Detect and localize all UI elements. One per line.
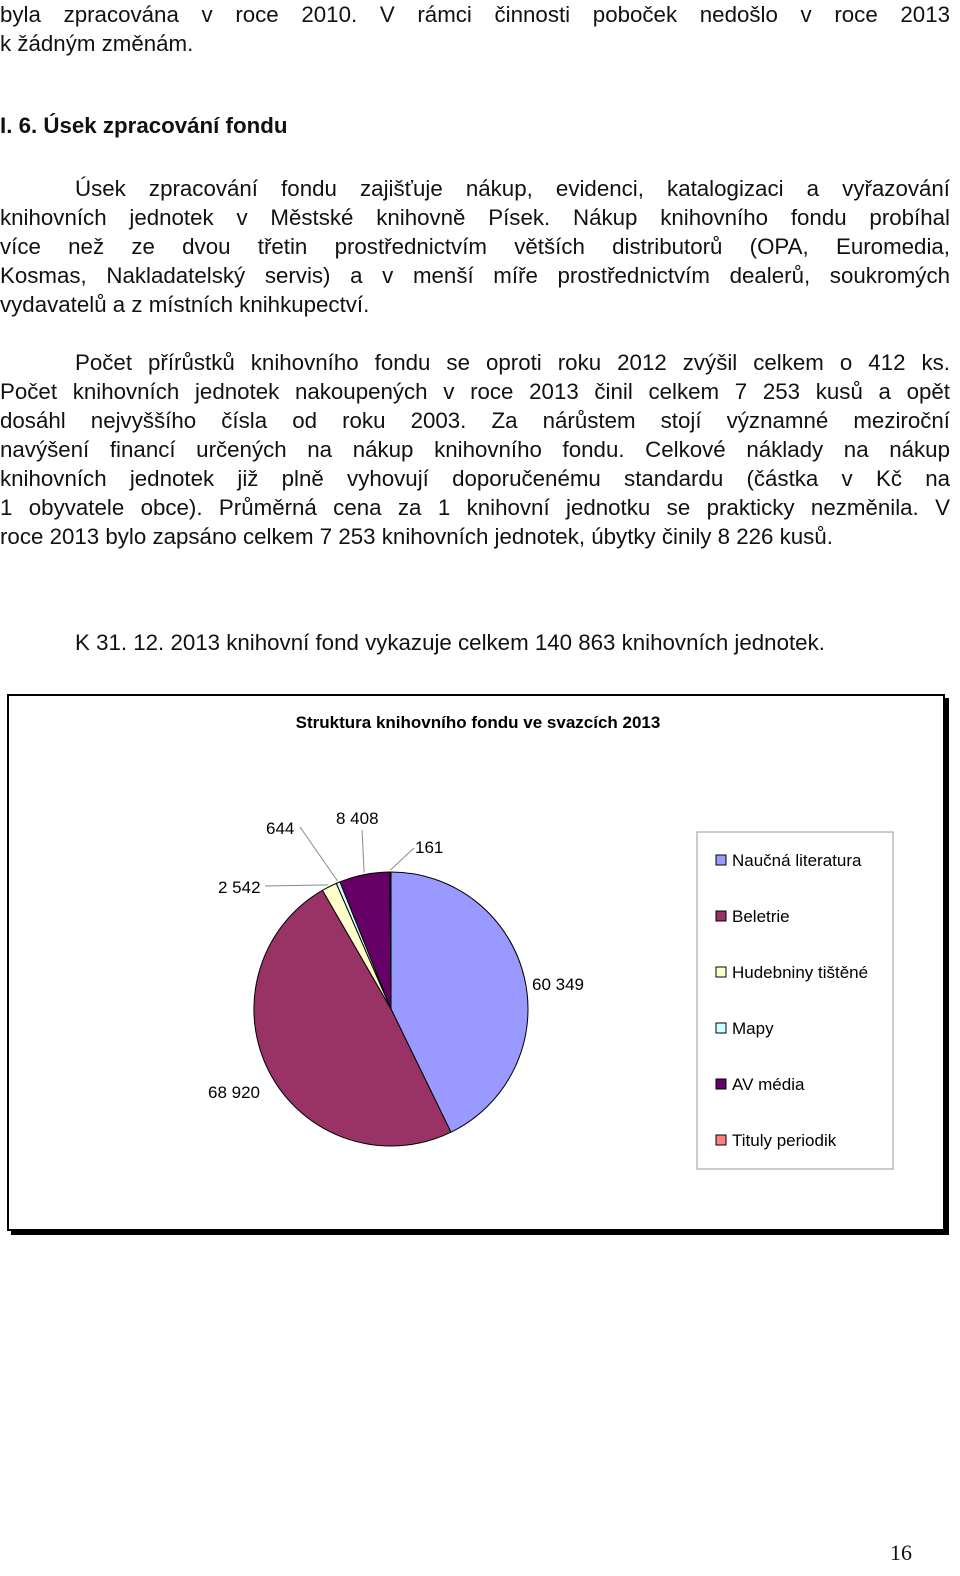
legend-label-beletrie: Beletrie [732,907,790,926]
legend-swatch-av-media [716,1079,726,1089]
text-line: Počet přírůstků knihovního fondu se oproti roku 2012 zvýšil celkem o 412 ks. [75,350,950,375]
text-line: k žádným změnám. [0,31,194,56]
fund-total-sentence: K 31. 12. 2013 knihovní fond vykazuje celkem 140 863 knihovních jednotek. [75,630,825,655]
pie-chart [9,696,943,1229]
slice-value-label: 2 542 [218,878,261,897]
slice-value-label: 60 349 [532,975,584,994]
legend-label-hudebniny-tistene: Hudebniny tištěné [732,963,869,982]
legend-label-naucna-literatura: Naučná literatura [732,851,862,870]
section-heading: I. 6. Úsek zpracování fondu [0,113,288,138]
leader-line [362,830,364,873]
text-line: 1 obyvatele obce). Průměrná cena za 1 knihovní jednotku se prakticky nezměnila. V [0,495,950,520]
page-number: 16 [890,1540,912,1565]
slice-value-label: 161 [415,838,444,857]
pie-slices [254,872,528,1146]
leader-line [300,827,337,881]
legend-swatch-hudebniny-tistene [716,967,726,977]
leader-line [391,848,415,870]
legend-label-av-media: AV média [732,1075,805,1094]
text-line: dosáhl nejvyššího čísla od roku 2003. Za nárůstem stojí významné meziroční [0,408,950,433]
slice-value-label: 8 408 [336,809,379,828]
legend-swatch-tituly-periodik [716,1135,726,1145]
text-line: byla zpracována v roce 2010. V rámci činnosti poboček nedošlo v roce 2013 [0,2,950,27]
text-line: Úsek zpracování fondu zajišťuje nákup, evidenci, katalogizaci a vyřazování [75,176,950,201]
legend-swatch-beletrie [716,911,726,921]
text-line: roce 2013 bylo zapsáno celkem 7 253 knihovních jednotek, úbytky činily 8 226 kusů. [0,524,833,549]
leader-line [265,885,328,886]
text-line: více než ze dvou třetin prostřednictvím větších distributorů (OPA, Euromedia, [0,234,950,259]
text-line: Kosmas, Nakladatelský servis) a v menší míře prostřednictvím dealerů, soukromých [0,263,950,288]
legend-label-mapy: Mapy [732,1019,774,1038]
legend-swatch-naucna-literatura [716,855,726,865]
pie-chart-frame [7,694,945,1231]
text-line: navýšení financí určených na nákup knihovního fondu. Celkové náklady na nákup [0,437,950,462]
legend-label-tituly-periodik: Tituly periodik [732,1131,837,1150]
legend-box [697,832,893,1169]
legend-swatch-mapy [716,1023,726,1033]
slice-value-label: 644 [266,819,295,838]
text-line: knihovních jednotek v Městské knihovně Písek. Nákup knihovního fondu probíhal [0,205,950,230]
text-line: knihovních jednotek již plně vyhovují doporučenému standardu (částka v Kč na [0,466,950,491]
text-line: Počet knihovních jednotek nakoupených v roce 2013 činil celkem 7 253 kusů a opět [0,379,950,404]
slice-value-label: 68 920 [208,1083,260,1102]
text-line: vydavatelů a z místních knihkupectví. [0,292,370,317]
chart-title: Struktura knihovního fondu ve svazcích 2013 [295,713,661,732]
